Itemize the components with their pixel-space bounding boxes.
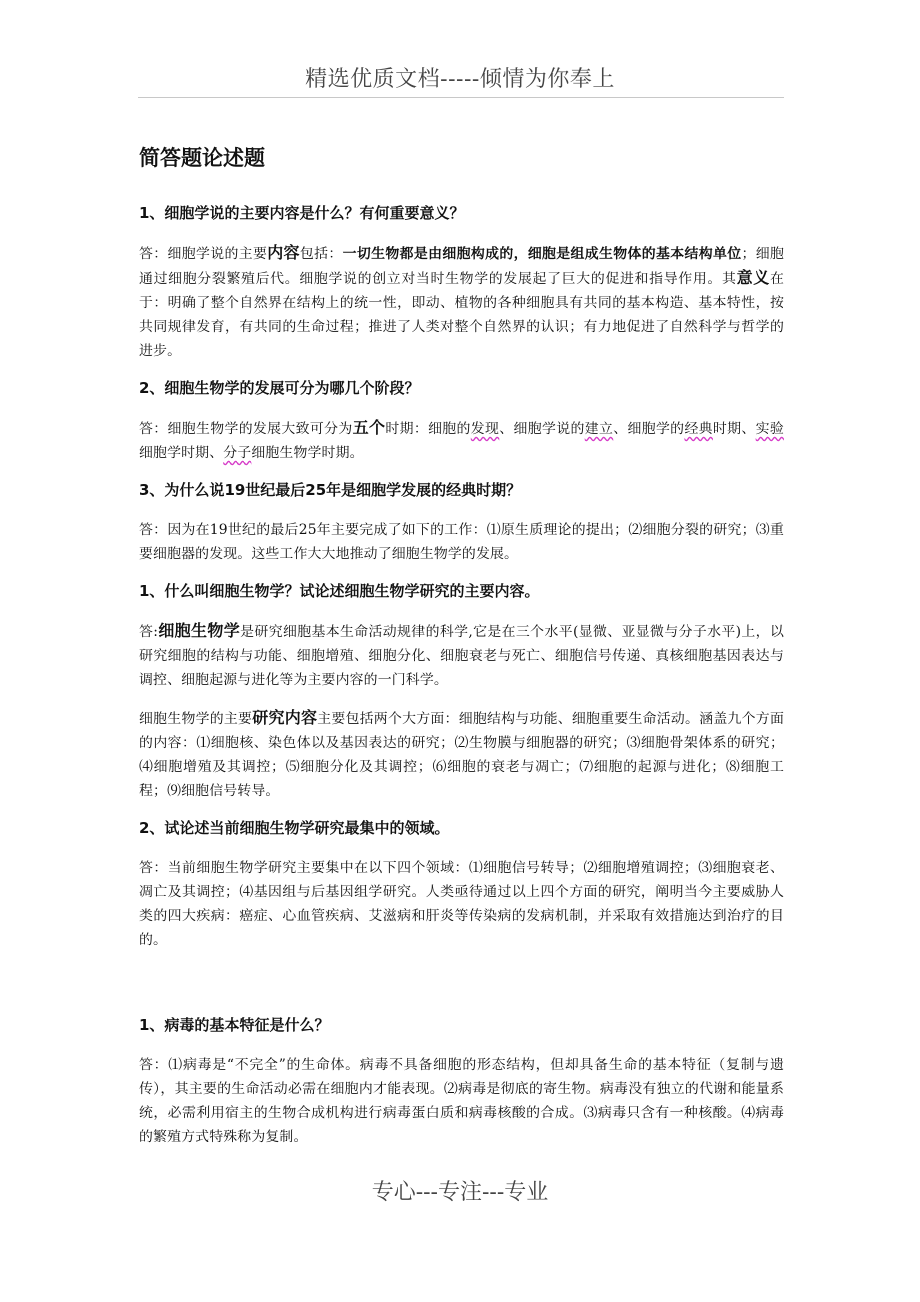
page-header: 精选优质文档-----倾情为你奉上 <box>305 67 615 92</box>
answer-text: 、细胞学说的 <box>499 421 585 437</box>
answer-text: 在于：明确了整个自然界在结构上的统一性，即动、植物的各种细胞具有共同的基本构造、基本特性，按共同规律发育，有共同的生命过程；推进了人类对整个自然界的认识；有力地促进了自然科学与哲学的进步。 <box>139 271 784 359</box>
answer-text: 细胞生物学时期。 <box>251 445 364 461</box>
answer-text: 、细胞学的 <box>613 421 685 437</box>
answer-text: 答: <box>139 624 159 640</box>
answer-paragraph: 答：当前细胞生物学研究主要集中在以下四个领域：⑴细胞信号转导；⑵细胞增殖调控；⑶细胞衰老、凋亡及其调控；⑷基因组与后基因组学研究。人类亟待通过以上四个方面的研究，阐明当今主要威胁人类的四大疾病：癌症、心血管疾病、艾滋病和肝炎等传染病的发病机制，并采取有效措施达到治疗的目的。 <box>139 860 784 948</box>
keyword: 五个 <box>352 418 386 437</box>
answer-paragraph <box>139 416 784 465</box>
spellcheck-underlined-word: 发现 <box>470 421 500 437</box>
spellcheck-underlined-word: 分子 <box>223 445 252 461</box>
question-heading: 1、细胞学说的主要内容是什么？有何重要意义？ <box>139 204 465 222</box>
answer-text: 细胞学时期、 <box>139 445 224 461</box>
keyword: 意义 <box>736 268 770 287</box>
page-footer: 专心---专注---专业 <box>371 1180 549 1205</box>
answer-text: 细胞生物学的主要 <box>139 711 253 727</box>
question-heading: 1、什么叫细胞生物学？试论述细胞生物学研究的主要内容。 <box>139 582 540 600</box>
answer-text: 时期、 <box>712 421 756 437</box>
question-heading: 2、细胞生物学的发展可分为哪几个阶段？ <box>139 379 420 397</box>
question-heading: 1、病毒的基本特征是什么？ <box>139 1016 330 1034</box>
answer-paragraph <box>139 241 784 363</box>
spellcheck-underlined-word: 实验 <box>755 421 784 437</box>
document-body <box>139 142 784 1163</box>
answer-paragraph: 答：因为在19世纪的最后25年主要完成了如下的工作：⑴原生质理论的提出；⑵细胞分裂的研究；⑶重要细胞器的发现。这些工作大大地推动了细胞生物学的发展。 <box>139 522 784 562</box>
answer-text: 包括： <box>299 246 343 262</box>
answer-text: 是研究细胞基本生命活动规律的科学,它是在三个水平(显微、亚显微与分子水平)上，以研究细胞的结构与功能、细胞增殖、细胞分化、细胞衰老与死亡、细胞信号传递、真核细胞基因表达与调控、细胞起源与进化等为主要内容的一门科学。 <box>139 624 784 688</box>
answer-paragraph <box>139 619 784 692</box>
keyword: 研究内容 <box>252 708 318 727</box>
document-title: 简答题论述题 <box>139 146 265 170</box>
question-heading: 2、试论述当前细胞生物学研究最集中的领域。 <box>139 819 450 837</box>
spellcheck-underlined-word: 建立 <box>584 421 614 437</box>
header-divider <box>138 97 784 98</box>
answer-paragraph <box>139 706 784 803</box>
answer-paragraph: 答：⑴病毒是“不完全”的生命体。病毒不具备细胞的形态结构，但却具备生命的基本特征（复制与遗传），其主要的生命活动必需在细胞内才能表现。⑵病毒是彻底的寄生物。病毒没有独立的代谢和能量系统，必需利用宿主的生物合成机构进行病毒蛋白质和病毒核酸的合成。⑶病毒只含有一种核酸。⑷病毒的繁殖方式特殊称为复制。 <box>139 1057 784 1145</box>
spacer <box>139 966 784 1014</box>
answer-text: 答：细胞生物学的发展大致可分为 <box>139 421 353 437</box>
answer-text: 主要包括两个大方面：细胞结构与功能、细胞重要生命活动。涵盖九个方面的内容：⑴细胞核、染色体以及基因表达的研究；⑵生物膜与细胞器的研究；⑶细胞骨架体系的研究；⑷细胞增殖及其调控；⑸细胞分化及其调控；⑹细胞的衰老与凋亡；⑺细胞的起源与进化；⑻细胞工程；⑼细胞信号转导。 <box>139 711 784 799</box>
answer-text: 时期：细胞的 <box>385 421 471 437</box>
keyword: 细胞生物学 <box>158 621 241 640</box>
spellcheck-underlined-word: 经典 <box>684 421 713 437</box>
question-heading: 3、为什么说19世纪最后25年是细胞学发展的经典时期？ <box>139 481 522 499</box>
answer-text: 答：细胞学说的主要 <box>139 246 268 262</box>
bold-phrase: 一切生物都是由细胞构成的，细胞是组成生物体的基本结构单位 <box>342 246 742 262</box>
answer-text: ；细胞通过细胞分裂繁殖后代。细胞学说的创立对当时生物学的发展起了巨大的促进和指导作用。其 <box>139 246 784 287</box>
keyword: 内容 <box>267 243 300 262</box>
